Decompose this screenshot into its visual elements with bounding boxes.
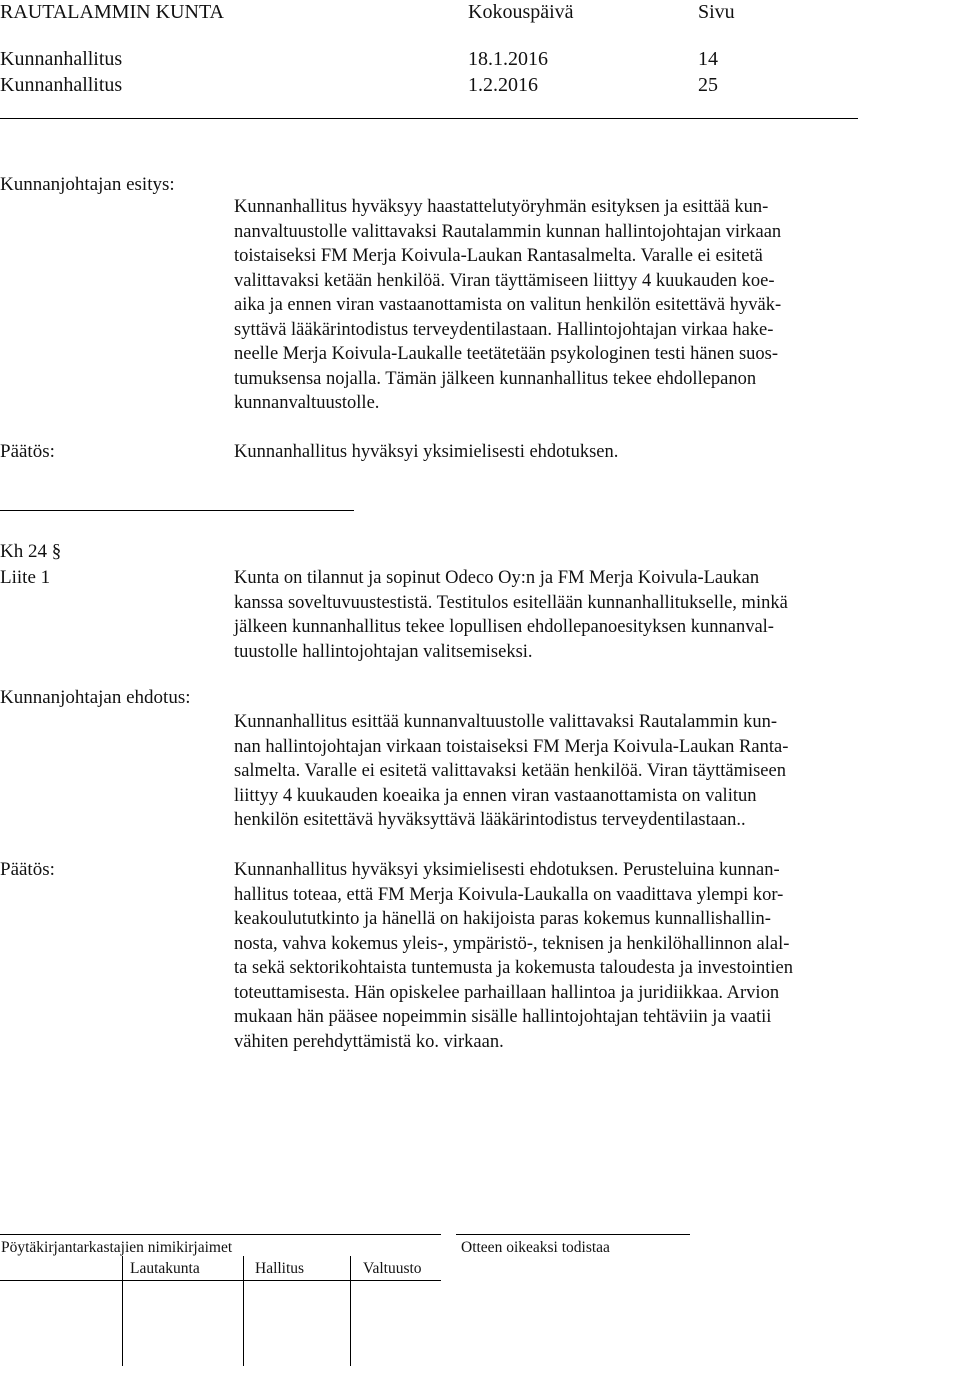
footer-grid-divider (122, 1256, 123, 1366)
ehdotus-label: Kunnanjohtajan ehdotus: (0, 687, 191, 708)
text-line: Kunnanhallitus esittää kunnanvaltuustolle valittavaksi Rautalammin kun- (234, 712, 778, 732)
esitys-text (234, 195, 781, 416)
kh-section-label: Kh 24 § (0, 541, 62, 562)
date-heading: Kokouspäivä (468, 1, 574, 23)
footer-column-valtuusto: Valtuusto (363, 1260, 422, 1277)
meeting-date: 18.1.2016 (468, 48, 548, 70)
text-line: jälkeen kunnanhallitus tekee lopullisen ehdollepanoesityksen kunnanval- (234, 617, 774, 637)
footer-grid-divider (350, 1256, 351, 1366)
footer-top-rule (0, 1234, 441, 1235)
paatos-text: Kunnanhallitus hyväksyi yksimielisesti ehdotuksen. (234, 442, 619, 462)
liite-label: Liite 1 (0, 567, 51, 588)
certified-label: Otteen oikeaksi todistaa (461, 1239, 610, 1256)
text-line: nosta, vahva kokemus yleis-, ympäristö-, teknisen ja henkilöhallinnon alal- (234, 933, 790, 954)
text-line: vähiten perehdyttämistä ko. virkaan. (234, 1031, 504, 1052)
text-line: kunnanvaltuustolle. (234, 393, 380, 413)
meeting-body: Kunnanhallitus (0, 74, 123, 96)
header-divider (0, 118, 858, 119)
page-heading: Sivu (698, 1, 735, 23)
paatos-text (234, 858, 793, 1054)
footer-grid-rule (0, 1280, 441, 1281)
footer-top-rule (456, 1234, 690, 1235)
text-line: salmelta. Varalle ei esitetä valittavaksi ketään henkilöä. Viran täyttämiseen (234, 761, 786, 781)
text-line: toteuttamisesta. Hän opiskelee parhaillaan hallintoa ja juridiikkaa. Arvion (234, 982, 780, 1003)
text-line: Kunnanhallitus hyväksyi yksimielisesti ehdotuksen. Perusteluina kunnan- (234, 860, 780, 880)
initials-label: Pöytäkirjantarkastajien nimikirjaimet (1, 1239, 233, 1256)
meeting-body: Kunnanhallitus (0, 48, 123, 70)
text-line: Kunnanhallitus hyväksyy haastattelutyöryhmän esityksen ja esittää kun- (234, 197, 769, 217)
text-line: tumuksensa nojalla. Tämän jälkeen kunnanhallitus tekee ehdollepanon (234, 368, 757, 389)
page-number: 25 (698, 74, 718, 96)
text-line: valittavaksi ketään henkilöä. Viran täyttämiseen liittyy 4 kuukauden koe- (234, 270, 775, 291)
text-line: nanvaltuustolle valittavaksi Rautalammin kunnan hallintojohtajan virkaan (234, 221, 782, 242)
ehdotus-text (234, 710, 788, 833)
text-line: keakoulututkinto ja hänellä on hakijoista paras kokemus kunnallishallin- (234, 909, 771, 929)
text-line: nan hallintojohtajan virkaan toistaiseksi FM Merja Koivula-Laukan Ranta- (234, 736, 789, 757)
text-line: neelle Merja Koivula-Laukalle teetätetään psykologinen testi hänen suos- (234, 344, 779, 364)
text-line: tuustolle hallintojohtajan valitsemiseksi. (234, 641, 533, 662)
page-number: 14 (698, 48, 718, 70)
text-line: mukaan hän pääsee nopeimmin sisälle hallintojohtajan tehtäviin ja vaatii (234, 1007, 772, 1027)
paatos-label: Päätös: (0, 859, 55, 880)
text-line: kanssa soveltuvuustestistä. Testitulos esitellään kunnanhallitukselle, minkä (234, 592, 788, 613)
section-divider (0, 510, 354, 511)
paatos-label: Päätös: (0, 441, 55, 462)
footer-column-lautakunta: Lautakunta (130, 1260, 200, 1277)
footer-grid-divider (243, 1256, 244, 1366)
text-line: hallitus toteaa, että FM Merja Koivula-Laukalla on vaadittava ylempi kor- (234, 884, 784, 905)
esitys-label: Kunnanjohtajan esitys: (0, 174, 175, 195)
text-line: aika ja ennen viran vastaanottamista on valitun henkilön esitettävä hyväk- (234, 295, 782, 315)
text-line: ta sekä sektorikohtaista tuntemusta ja kokemusta taloudesta ja investointien (234, 958, 793, 978)
municipality-name: RAUTALAMMIN KUNTA (0, 1, 225, 23)
intro-text (234, 566, 788, 664)
text-line: liittyy 4 kuukauden koeaika ja ennen viran vastaanottamista on valitun (234, 785, 757, 806)
meeting-date: 1.2.2016 (468, 74, 538, 96)
text-line: Kunta on tilannut ja sopinut Odeco Oy:n ja FM Merja Koivula-Laukan (234, 568, 760, 588)
text-line: henkilön esitettävä hyväksyttävä lääkärintodistus terveydentilastaan.. (234, 810, 746, 830)
text-line: syttävä lääkärintodistus terveydentilastaan. Hallintojohtajan virkaa hake- (234, 319, 774, 340)
text-line: toistaiseksi FM Merja Koivula-Laukan Rantasalmelta. Varalle ei esitetä (234, 246, 763, 266)
footer-column-hallitus: Hallitus (255, 1260, 305, 1277)
